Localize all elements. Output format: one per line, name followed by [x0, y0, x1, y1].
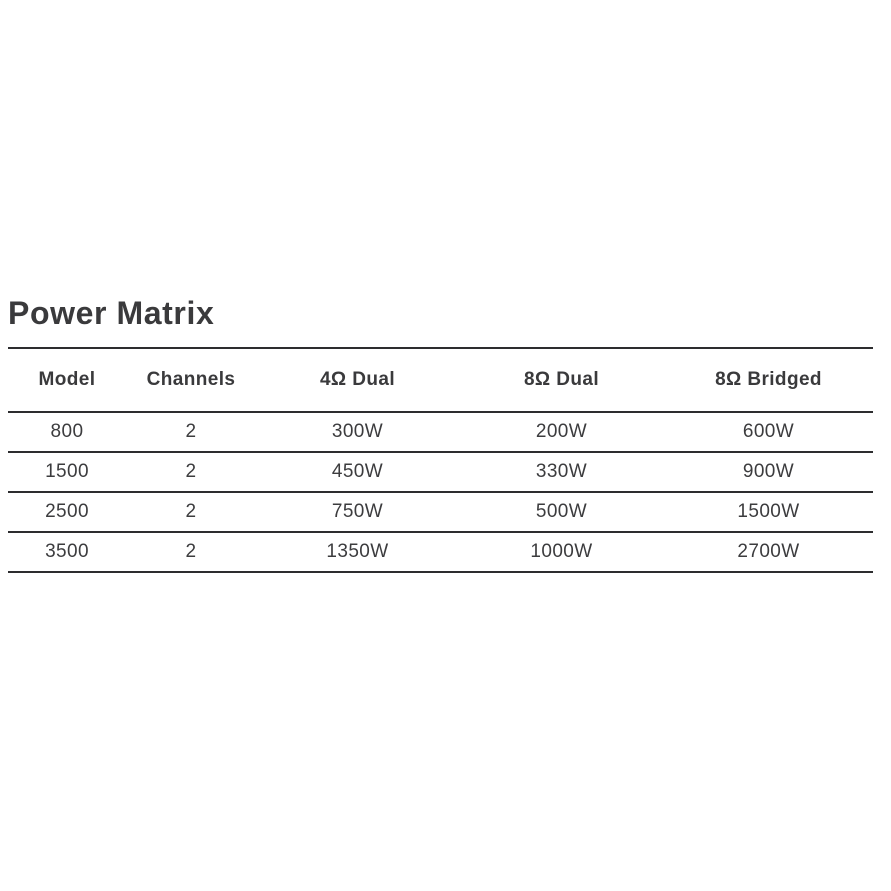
column-header-8ohm-dual: 8Ω Dual [523, 369, 600, 390]
cell-8ohm-dual: 200W [535, 421, 588, 442]
cell-4ohm-dual: 750W [331, 501, 384, 522]
cell-model: 3500 [45, 541, 89, 562]
cell-8ohm-bridged: 900W [742, 461, 795, 482]
cell-8ohm-bridged: 600W [742, 421, 795, 442]
power-matrix-table [8, 347, 873, 573]
table-row-2500 [8, 492, 873, 532]
column-header-4ohm-dual: 4Ω Dual [319, 369, 396, 390]
cell-model: 1500 [45, 461, 89, 482]
cell-8ohm-bridged: 2700W [737, 541, 800, 562]
table-row-800 [8, 412, 873, 452]
cell-8ohm-dual: 500W [535, 501, 588, 522]
cell-model: 800 [50, 421, 84, 442]
cell-channels: 2 [185, 541, 197, 562]
table-row-3500 [8, 532, 873, 572]
cell-channels: 2 [185, 501, 197, 522]
cell-8ohm-dual: 330W [535, 461, 588, 482]
column-header-model: Model [38, 369, 96, 390]
table-header-row [8, 348, 873, 412]
table-row-1500 [8, 452, 873, 492]
cell-8ohm-dual: 1000W [530, 541, 593, 562]
cell-4ohm-dual: 450W [331, 461, 384, 482]
cell-4ohm-dual: 300W [331, 421, 384, 442]
cell-8ohm-bridged: 1500W [737, 501, 800, 522]
cell-model: 2500 [45, 501, 89, 522]
page-title: Power Matrix [8, 295, 215, 331]
cell-channels: 2 [185, 461, 197, 482]
column-header-channels: Channels [146, 369, 236, 390]
cell-4ohm-dual: 1350W [326, 541, 389, 562]
column-header-8ohm-bridged: 8Ω Bridged [715, 369, 822, 390]
cell-channels: 2 [185, 421, 197, 442]
